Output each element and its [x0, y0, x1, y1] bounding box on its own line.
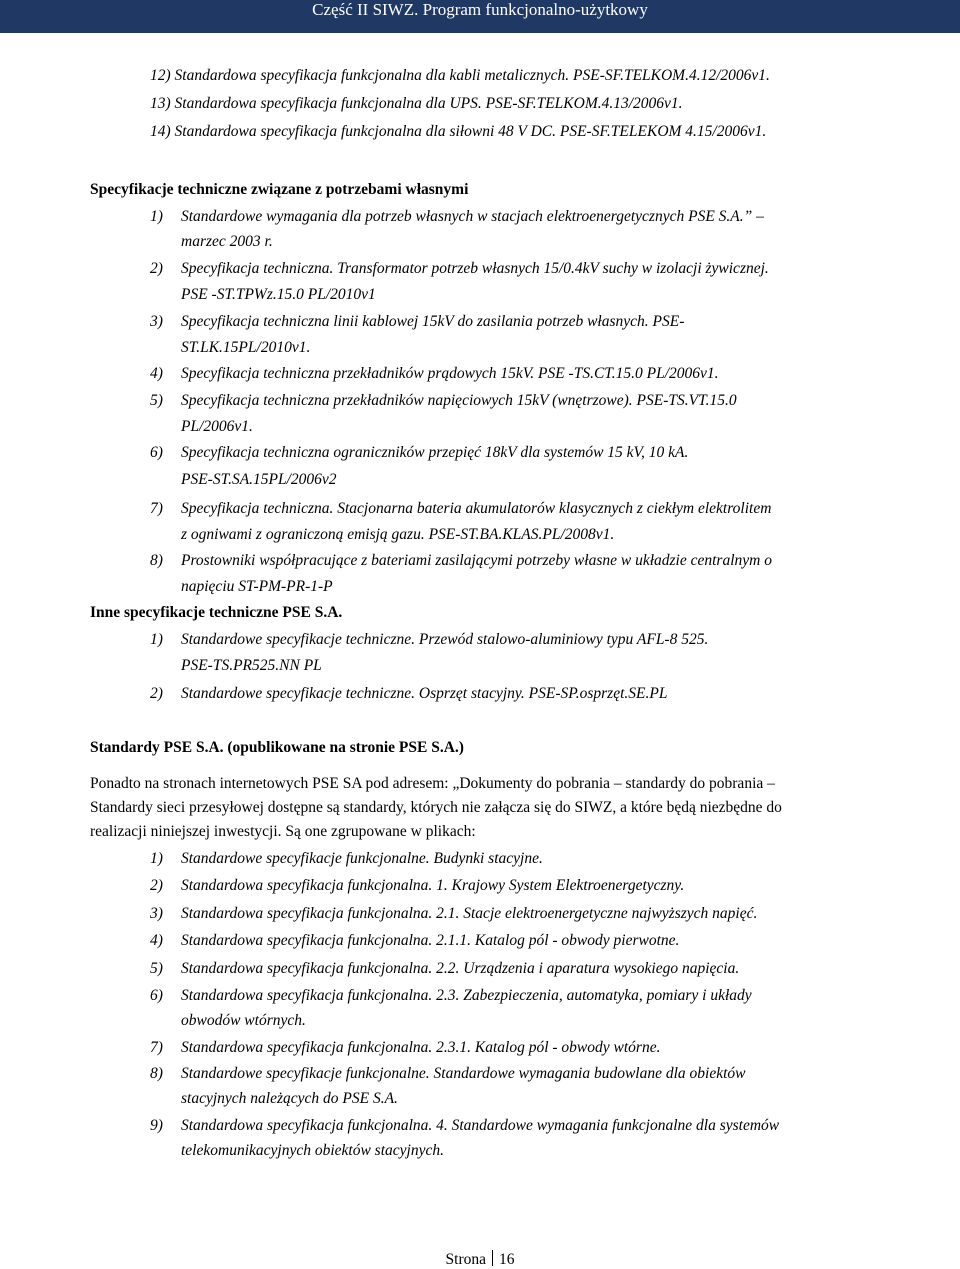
- list-item-number: 1): [150, 631, 163, 648]
- list-item-text: Specyfikacja techniczna ograniczników przepięć 18kV dla systemów 15 kV, 10 kA.: [181, 444, 689, 461]
- list-item-number: 7): [150, 1039, 163, 1056]
- list-item-number: 5): [150, 960, 163, 977]
- list-item-text: Standardowa specyfikacja funkcjonalna. 1. Krajowy System Elektroenergetyczny.: [181, 877, 685, 894]
- list-item-text: Specyfikacja techniczna przekładników prądowych 15kV. PSE -TS.CT.15.0 PL/2006v1.: [181, 365, 719, 382]
- list-item-number: 6): [150, 987, 163, 1004]
- paragraph-line: Standardy sieci przesyłowej dostępne są standardy, których nie załącza się do SIWZ, a które będą niezbędne do: [90, 799, 782, 816]
- list-item-number: 1): [150, 850, 163, 867]
- list-item-number: 9): [150, 1117, 163, 1134]
- page-footer: [0, 1250, 960, 1269]
- section-heading: Inne specyfikacje techniczne PSE S.A.: [90, 604, 343, 621]
- list-item-text: Standardowa specyfikacja funkcjonalna. 2.2. Urządzenia i aparatura wysokiego napięcia.: [181, 960, 740, 977]
- list-item-text: obwodów wtórnych.: [181, 1012, 306, 1029]
- list-item-text: Specyfikacja techniczna. Stacjonarna bateria akumulatorów klasycznych z ciekłym elektrolitem: [181, 500, 772, 517]
- section-heading: Specyfikacje techniczne związane z potrzebami własnymi: [90, 181, 469, 198]
- list-item-number: 4): [150, 932, 163, 949]
- list-item-text: PL/2006v1.: [181, 418, 253, 435]
- paragraph-line: realizacji niniejszej inwestycji. Są one zgrupowane w plikach:: [90, 823, 476, 840]
- document-title: Część II SIWZ. Program funkcjonalno-użytkowy: [312, 0, 648, 19]
- list-item-number: 8): [150, 1065, 163, 1082]
- page-header: [0, 0, 960, 33]
- list-item-text: Standardowa specyfikacja funkcjonalna. 2.1.1. Katalog pól - obwody pierwotne.: [181, 932, 680, 949]
- list-item: 13) Standardowa specyfikacja funkcjonalna dla UPS. PSE-SF.TELKOM.4.13/2006v1.: [150, 95, 683, 112]
- list-item-text: z ogniwami z ograniczoną emisją gazu. PSE-ST.BA.KLAS.PL/2008v1.: [181, 526, 615, 543]
- list-item-number: 2): [150, 260, 163, 277]
- list-item-text: PSE-ST.SA.15PL/2006v2: [181, 471, 337, 488]
- list-item-number: 7): [150, 500, 163, 517]
- list-item-number: 5): [150, 392, 163, 409]
- list-item: 12) Standardowa specyfikacja funkcjonalna dla kabli metalicznych. PSE-SF.TELKOM.4.12/2006v1.: [150, 67, 770, 84]
- list-item-number: 1): [150, 208, 163, 225]
- list-item-text: PSE -ST.TPWz.15.0 PL/2010v1: [181, 286, 376, 303]
- list-item-text: Standardowe specyfikacje techniczne. Przewód stalowo-aluminiowy typu AFL-8 525.: [181, 631, 709, 648]
- list-item-number: 6): [150, 444, 163, 461]
- list-item-number: 2): [150, 685, 163, 702]
- list-item-text: Standardowa specyfikacja funkcjonalna. 2.1. Stacje elektroenergetyczne najwyższych napięć.: [181, 905, 758, 922]
- list-item-text: telekomunikacyjnych obiektów stacyjnych.: [181, 1142, 444, 1159]
- list-item-text: Prostowniki współpracujące z bateriami zasilającymi potrzeby własne w układzie centralnym o: [181, 552, 772, 569]
- list-item-text: Standardowe specyfikacje techniczne. Osprzęt stacyjny. PSE-SP.osprzęt.SE.PL: [181, 685, 668, 702]
- list-item-text: Standardowe wymagania dla potrzeb własnych w stacjach elektroenergetycznych PSE S.A.” –: [181, 208, 764, 225]
- list-item-text: ST.LK.15PL/2010v1.: [181, 339, 311, 356]
- list-item-number: 2): [150, 877, 163, 894]
- page-number: 16: [498, 1251, 515, 1268]
- list-item-text: marzec 2003 r.: [181, 233, 273, 250]
- list-item-text: stacyjnych należących do PSE S.A.: [181, 1090, 398, 1107]
- footer-label: Strona: [445, 1251, 486, 1268]
- footer-divider: [492, 1250, 493, 1266]
- list-item-number: 3): [150, 313, 163, 330]
- list-item-text: Standardowa specyfikacja funkcjonalna. 4. Standardowe wymagania funkcjonalne dla systemów: [181, 1117, 780, 1134]
- list-item-text: Specyfikacja techniczna przekładników napięciowych 15kV (wnętrzowe). PSE-TS.VT.15.0: [181, 392, 737, 409]
- paragraph-line: Ponadto na stronach internetowych PSE SA pod adresem: „Dokumenty do pobrania – standardy do pobrania –: [90, 775, 775, 792]
- list-item-text: Standardowe specyfikacje funkcjonalne. Standardowe wymagania budowlane dla obiektów: [181, 1065, 746, 1082]
- list-item-text: Specyfikacja techniczna linii kablowej 15kV do zasilania potrzeb własnych. PSE-: [181, 313, 685, 330]
- list-item-text: Standardowa specyfikacja funkcjonalna. 2.3.1. Katalog pól - obwody wtórne.: [181, 1039, 661, 1056]
- list-item-text: Standardowe specyfikacje funkcjonalne. Budynki stacyjne.: [181, 850, 543, 867]
- list-item-text: napięciu ST-PM-PR-1-P: [181, 578, 333, 595]
- list-item-text: PSE-TS.PR525.NN PL: [181, 657, 322, 674]
- list-item-number: 8): [150, 552, 163, 569]
- list-item-number: 3): [150, 905, 163, 922]
- list-item-text: Standardowa specyfikacja funkcjonalna. 2.3. Zabezpieczenia, automatyka, pomiary i układy: [181, 987, 752, 1004]
- list-item-text: Specyfikacja techniczna. Transformator potrzeb własnych 15/0.4kV suchy w izolacji żywicznej.: [181, 260, 769, 277]
- section-heading: Standardy PSE S.A. (opublikowane na stronie PSE S.A.): [90, 739, 464, 756]
- list-item-number: 4): [150, 365, 163, 382]
- list-item: 14) Standardowa specyfikacja funkcjonalna dla siłowni 48 V DC. PSE-SF.TELEKOM 4.15/2006v1.: [150, 123, 767, 140]
